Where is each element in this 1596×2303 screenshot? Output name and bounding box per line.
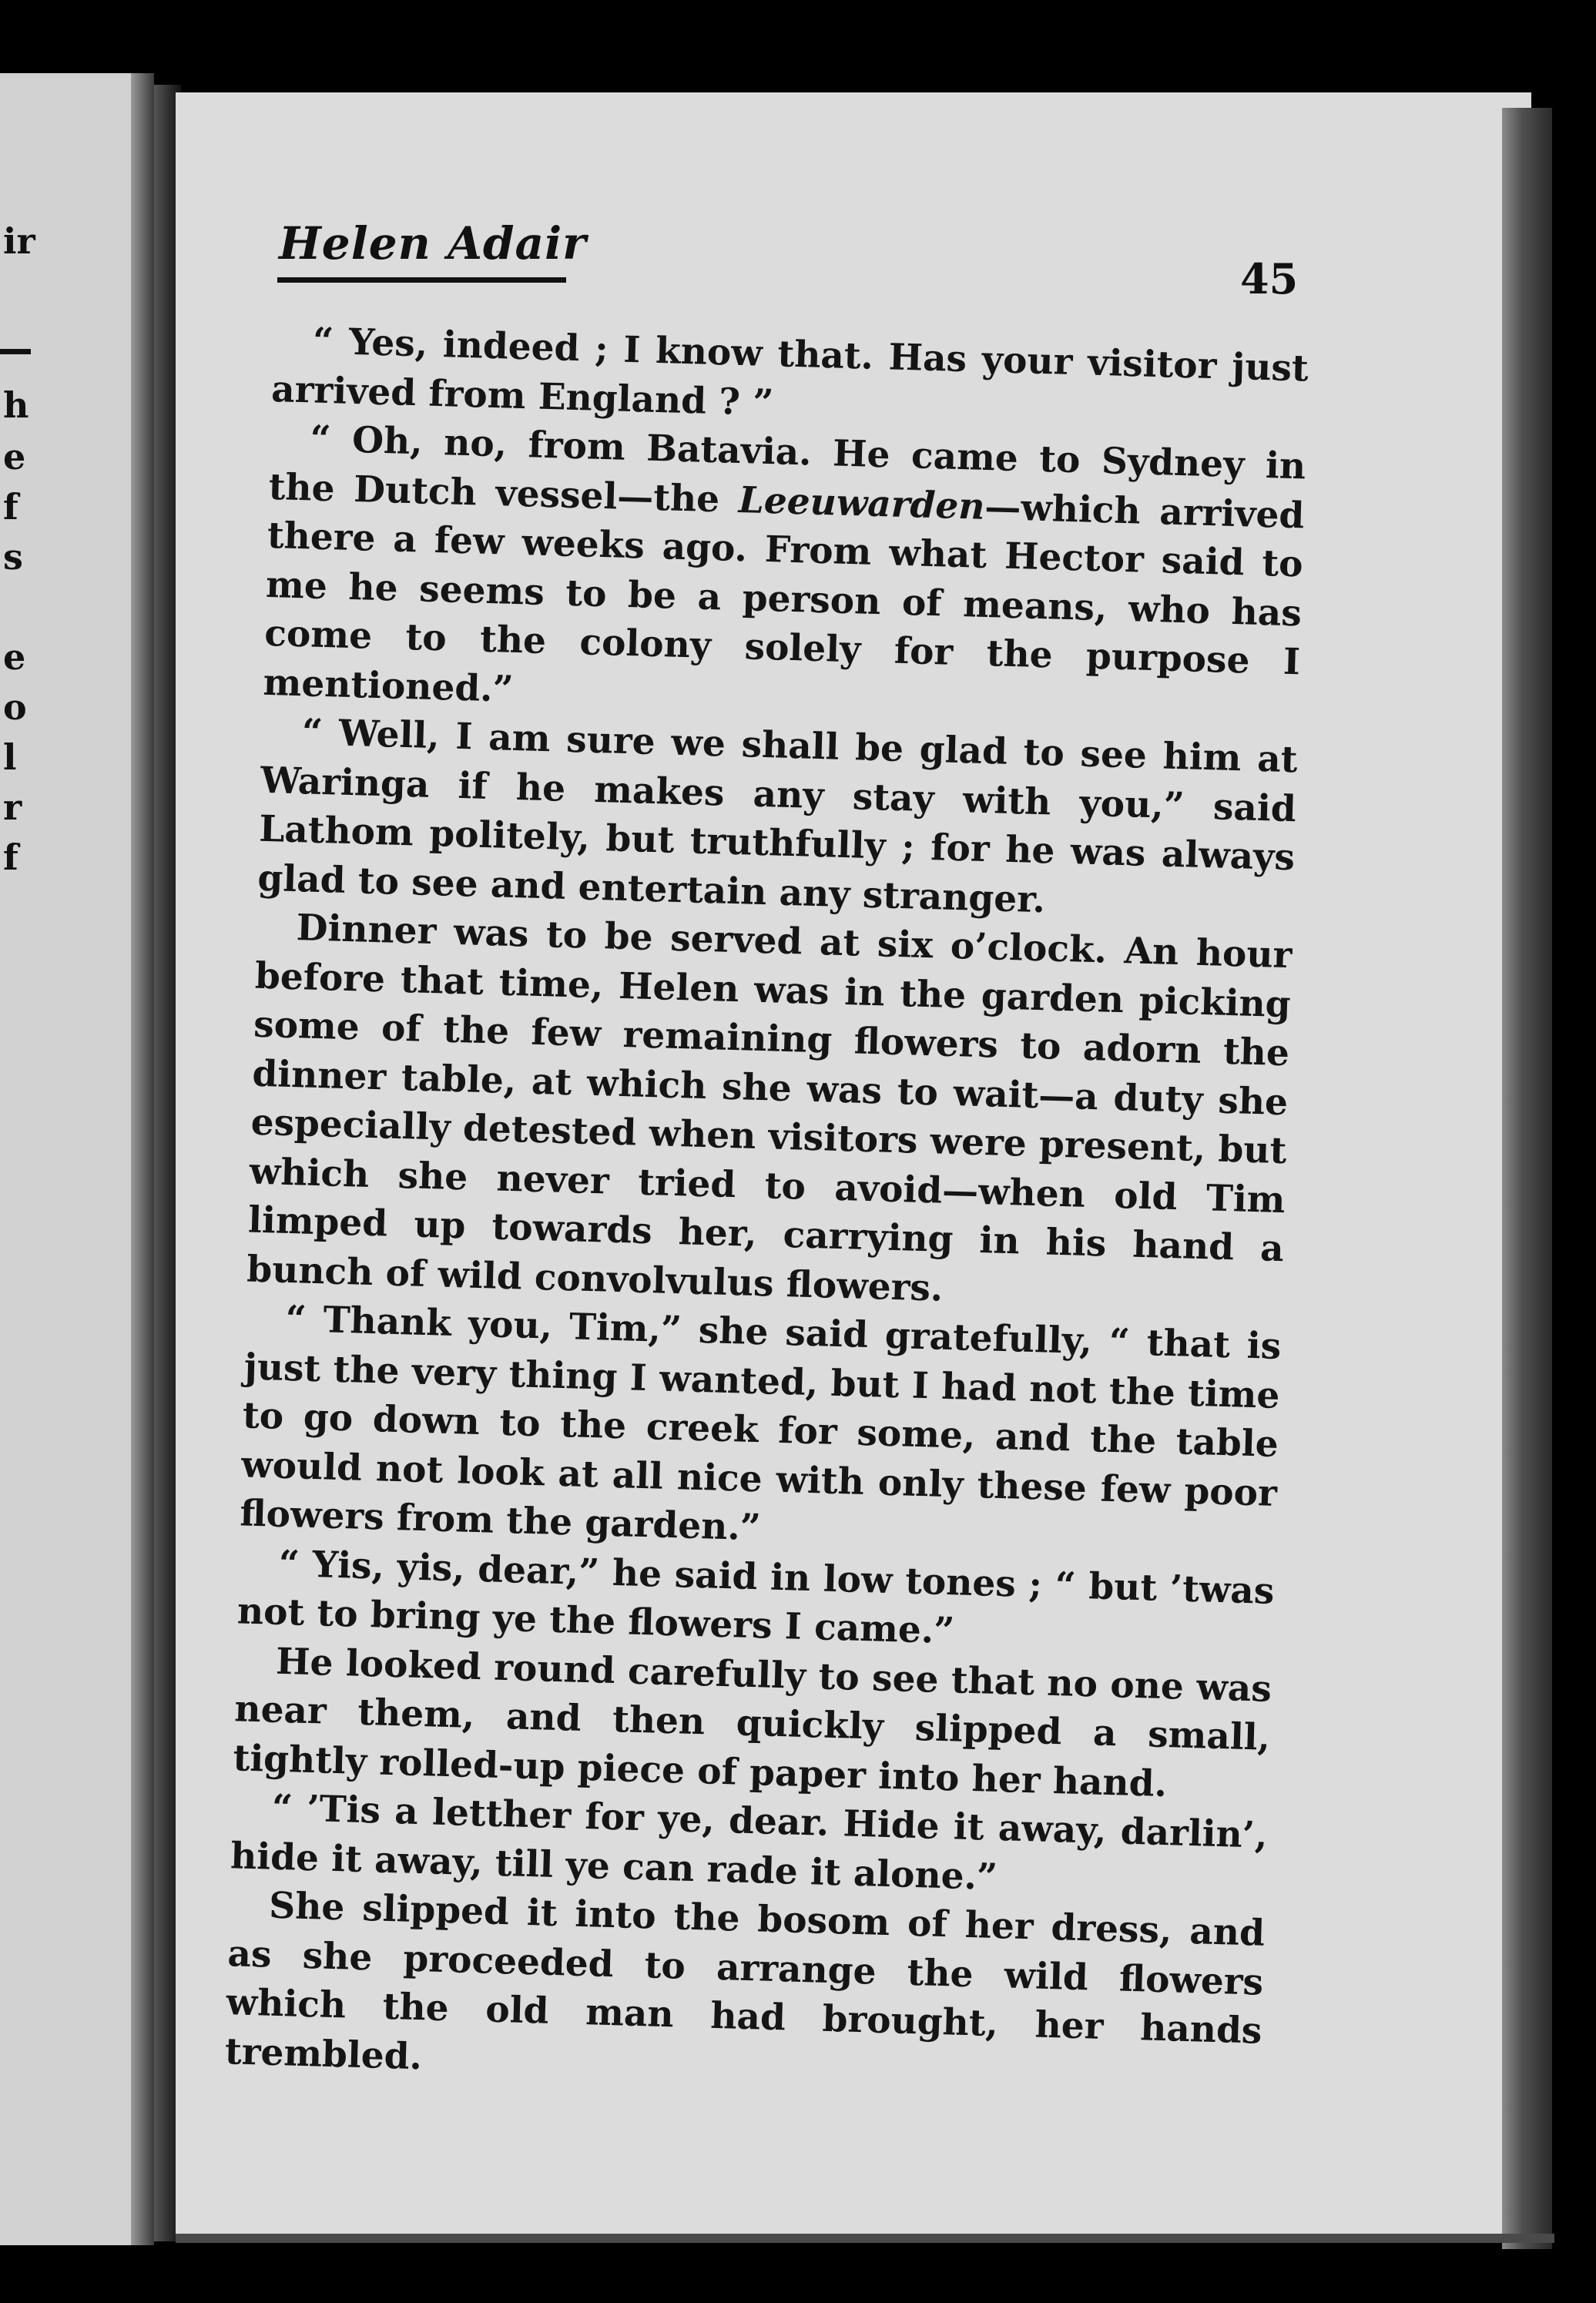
- facing-page-char: e: [3, 436, 26, 478]
- facing-page-char: h: [3, 384, 29, 426]
- facing-page-char: s: [3, 536, 23, 578]
- paragraph: She slipped it into the bosom of her dress, and as she proceeded to arrange the wild flowers which the old man had brought, her hands trembled.: [224, 1884, 1266, 2078]
- facing-page-char: f: [3, 486, 18, 528]
- facing-page-char: ir: [3, 220, 35, 262]
- facing-page-edge: [131, 73, 154, 2245]
- paragraph: He looked round carefully to see that no one was near them, and then quickly slipped a small, tightly rolled-up piece of paper into her hand.: [232, 1640, 1272, 1805]
- facing-page-fragment: [0, 73, 154, 2245]
- facing-page-char: e: [3, 636, 26, 678]
- paragraph: “ Yes, indeed ; I know that. Has your visitor just arrived from England ? ”: [270, 320, 1309, 424]
- page-stack-edge: [1502, 108, 1552, 2249]
- running-head: Helen Adair: [279, 217, 587, 270]
- body-text: [224, 316, 1309, 2105]
- paragraph: “ Yis, yis, dear,” he said in low tones ; “ but ’twas not to bring ye the flowers I came.”: [236, 1542, 1276, 1653]
- paragraph: “ Oh, no, from Batavia. He came to Sydney in the Dutch vessel—the Leeuwarden—which arrived there a few weeks ago. From what Hector said to me he seems to be a person of means, who has come to the colony solely for the purpose I mentioned.”: [262, 417, 1306, 711]
- facing-page-char: l: [3, 736, 17, 778]
- running-head-rule: [277, 277, 566, 283]
- page-bottom-edge: [176, 2234, 1554, 2243]
- facing-page-char: o: [3, 686, 27, 728]
- page-number: 45: [1240, 254, 1299, 303]
- facing-page-char: f: [3, 836, 18, 878]
- ship-name: Leeuwarden: [738, 478, 986, 528]
- paragraph: “ ’Tis a letther for ye, dear. Hide it away, darlin’, hide it away, till ye can rade it alone.”: [230, 1786, 1269, 1899]
- paragraph: “ Thank you, Tim,” she said gratefully, “ that is just the very thing I wanted, but I had not the time to go down to the creek for some, and the table would not look at all nice with only these few poor flowers from the garden.”: [239, 1297, 1282, 1550]
- facing-page-rule: [0, 349, 31, 354]
- facing-page-char: r: [3, 786, 22, 828]
- paragraph: Dinner was to be served at six o’clock. An hour before that time, Helen was in the garden picking some of the few remaining flowers to adorn the dinner table, at which she was to wait—a duty she especially detested when visitors were present, but which she never tried to avoid—when old Tim limped up towards her, carrying in his hand a bunch of wild convolvulus flowers.: [246, 907, 1293, 1310]
- paragraph: “ Well, I am sure we shall be glad to see him at Waringa if he makes any stay with you,” said Lathom politely, but truthfully ; for he was always glad to see and entertain any stranger.: [256, 711, 1299, 921]
